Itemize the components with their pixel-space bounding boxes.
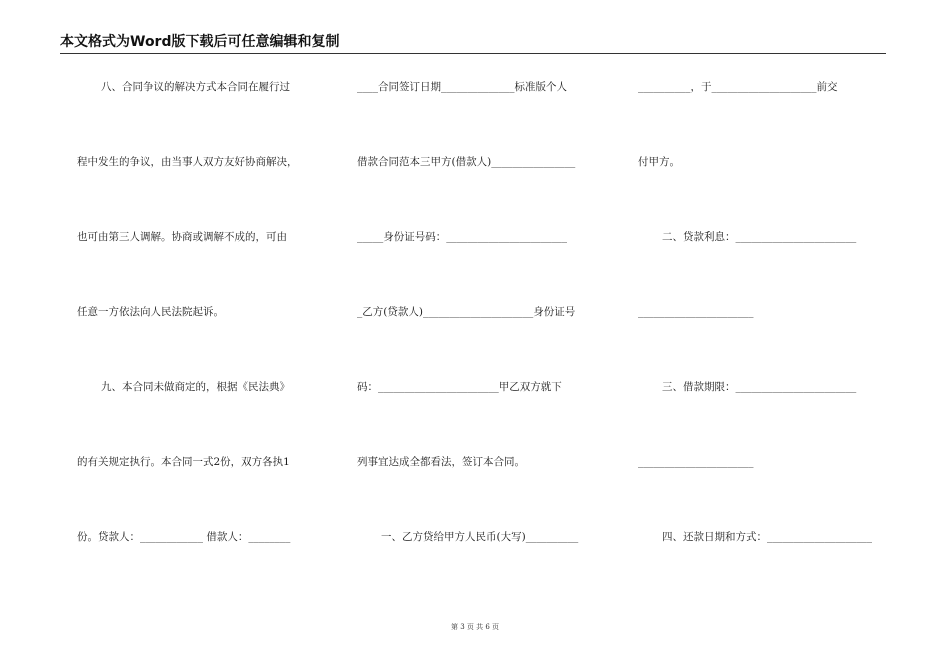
text-line: 一、乙方贷给甲方人民币(大写)__________ <box>381 531 579 543</box>
text-line: 二、贷款利息：_______________________ <box>662 231 857 243</box>
page-header <box>60 33 886 54</box>
text-line: 借款合同范本三甲方(借款人)________________ <box>357 156 576 168</box>
text-line: 任意一方依法向人民法院起诉。 <box>77 306 224 318</box>
header-title: 本文格式为Word版下载后可任意编辑和复制 <box>60 34 340 50</box>
text-line: ______________________ <box>638 306 754 318</box>
text-line: 四、还款日期和方式：____________________ <box>662 531 872 543</box>
text-line: 九、本合同未做商定的，根据《民法典》 <box>101 381 290 393</box>
text-line: 八、合同争议的解决方式本合同在履行过 <box>101 81 290 93</box>
text-line: __________，于____________________前交 <box>638 81 838 93</box>
text-line: _乙方(贷款人)_____________________身份证号 <box>357 306 576 318</box>
text-line: _____身份证号码：_______________________ <box>357 231 567 243</box>
text-line: 也可由第三人调解。协商或调解不成的，可由 <box>77 231 287 243</box>
text-line: 程中发生的争议，由当事人双方友好协商解决， <box>77 156 298 168</box>
text-line: ____合同签订日期______________标准版个人 <box>357 81 567 93</box>
text-line: 付甲方。 <box>638 156 680 168</box>
text-line: 份。贷款人：____________ 借款人：________ <box>77 531 291 543</box>
text-line: 的有关规定执行。本合同一式2份，双方各执1 <box>77 456 290 468</box>
text-line: 列事宜达成全都看法，签订本合同。 <box>357 456 525 468</box>
page-number: 第 3 页 共 6 页 <box>450 623 500 631</box>
text-line: 三、借款期限：_______________________ <box>662 381 857 393</box>
text-line: ______________________ <box>638 456 754 468</box>
text-line: 码：_______________________甲乙双方就下 <box>357 381 562 393</box>
